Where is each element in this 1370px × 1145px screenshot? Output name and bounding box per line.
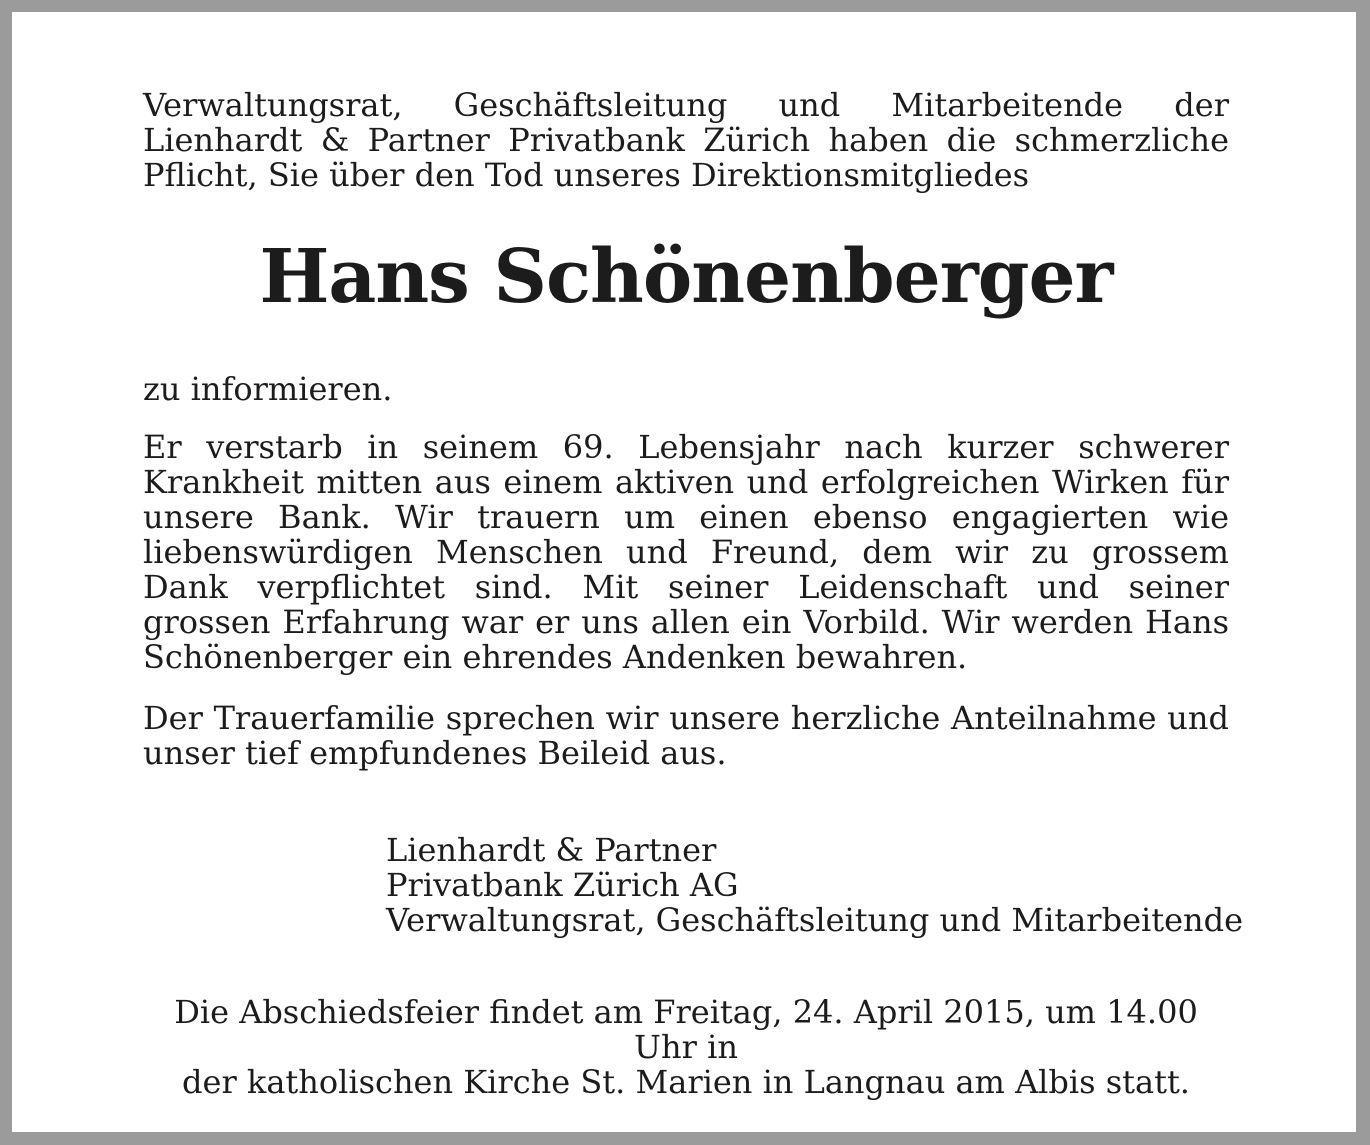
ceremony-line-2: der katholischen Kirche St. Marien in Langnau am Albis statt. <box>182 1063 1190 1101</box>
condolence-paragraph: Der Trauerfamilie sprechen wir unsere herzliche Anteilnahme und unser tief empfundenes Beileid aus. <box>143 699 1229 772</box>
notice-content <box>143 86 1244 1101</box>
signature-line-bank: Privatbank Zürich AG <box>386 866 739 904</box>
inform-line: zu informieren. <box>143 370 393 408</box>
intro-paragraph: Verwaltungsrat, Geschäftsleitung und Mitarbeitende der Lienhardt & Partner Privatbank Zürich haben die schmerzliche Pflicht, Sie über den Tod unseres Direktionsmitgliedes <box>143 86 1229 194</box>
deceased-name: Hans Schönenberger <box>259 234 1113 320</box>
signature-line-company: Lienhardt & Partner <box>386 831 717 869</box>
signature-line-staff: Verwaltungsrat, Geschäftsleitung und Mitarbeitende <box>386 901 1244 939</box>
ceremony-info <box>143 995 1229 1100</box>
signature-block <box>386 831 1244 939</box>
body-paragraph: Er verstarb in seinem 69. Lebensjahr nach kurzer schwerer Krankheit mitten aus einem aktiven und erfolgreichen Wirken für unsere Bank. Wir trauern um einen ebenso engagierten wie liebenswürdigen Menschen und Freund, dem wir zu grossem Dank verpflichtet sind. Mit seiner Leidenschaft und seiner grossen Erfahrung war er uns allen ein Vorbild. Wir werden Hans Schönenberger ein ehrendes Andenken bewahren. <box>143 428 1229 676</box>
notice-page <box>12 12 1356 1132</box>
ceremony-line-1: Die Abschiedsfeier findet am Freitag, 24. April 2015, um 14.00 Uhr in <box>174 993 1198 1066</box>
